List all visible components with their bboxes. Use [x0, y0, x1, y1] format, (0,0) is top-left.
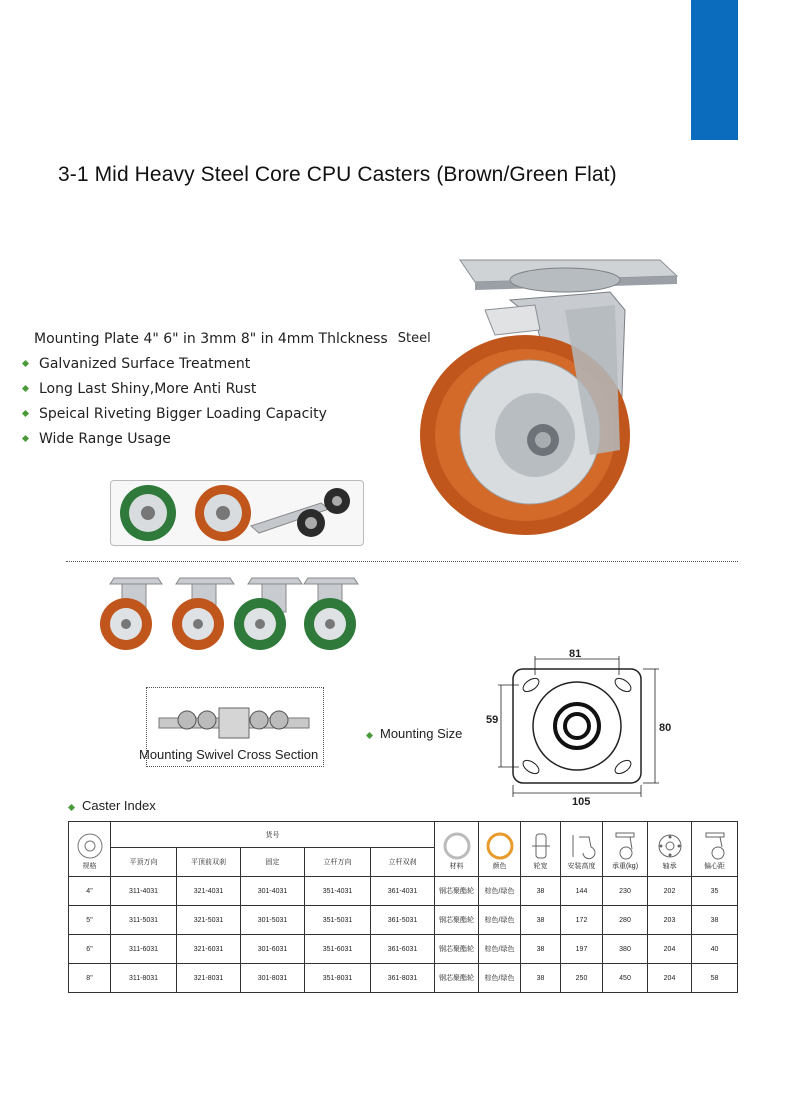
table-cell: 311-4031: [111, 877, 177, 906]
table-cell: 172: [561, 906, 603, 935]
wheel-width-icon: [526, 831, 556, 861]
table-cell: 311-6031: [111, 935, 177, 964]
table-row: [69, 964, 738, 993]
feature-item: [20, 351, 420, 376]
color-wheel-icon: [485, 831, 515, 861]
offset-header: 偏心距: [704, 863, 725, 870]
feature-text: Galvanized Surface Treatment: [39, 355, 251, 372]
mounting-plate-drawing: [495, 655, 685, 805]
diamond-bullet-icon: [22, 385, 29, 392]
width-header: 轮宽: [533, 863, 548, 870]
table-cell: 280: [603, 906, 648, 935]
swivel-offset-icon: [700, 831, 730, 861]
material-header-cell: [435, 822, 479, 877]
mount-height-icon: [567, 831, 597, 861]
feature-suffix: ,More Anti Rust: [149, 380, 257, 397]
table-cell: 321-4031: [177, 877, 241, 906]
dim-top: 81: [569, 648, 582, 660]
table-cell: 361-5031: [371, 906, 435, 935]
table-cell: 6": [69, 935, 111, 964]
table-cell: 钢芯聚酯轮: [435, 906, 479, 935]
height-header-cell: [561, 822, 603, 877]
table-cell: 311-5031: [111, 906, 177, 935]
table-cell: 203: [648, 906, 692, 935]
width-header-cell: [521, 822, 561, 877]
material-header: 材料: [449, 863, 464, 870]
diamond-bullet-icon: [366, 732, 373, 739]
table-cell: 361-4031: [371, 877, 435, 906]
dim-left: 59: [486, 714, 499, 726]
table-cell: 351-6031: [305, 935, 371, 964]
spec-header-cell: [69, 822, 111, 877]
table-cell: 450: [603, 964, 648, 993]
table-cell: 钢芯聚酯轮: [435, 935, 479, 964]
table-cell: 204: [648, 964, 692, 993]
table-cell: 197: [561, 935, 603, 964]
table-cell: 204: [648, 935, 692, 964]
table-cell: 5": [69, 906, 111, 935]
table-row: [69, 906, 738, 935]
table-cell: 361-6031: [371, 935, 435, 964]
table-cell: 250: [561, 964, 603, 993]
table-cell: 38: [521, 877, 561, 906]
table-cell: 301-5031: [241, 906, 305, 935]
subheader-cell: 平顶前双刹: [177, 848, 241, 877]
feature-text: Long Last Shiny: [39, 380, 150, 397]
table-cell: 351-4031: [305, 877, 371, 906]
table-row: [69, 877, 738, 906]
offset-header-cell: [692, 822, 738, 877]
color-header: 颜色: [492, 863, 507, 870]
bearing-header-cell: [648, 822, 692, 877]
dim-bottom: 105: [572, 796, 591, 808]
table-cell: 301-8031: [241, 964, 305, 993]
color-header-cell: [479, 822, 521, 877]
diamond-bullet-icon: [21, 337, 25, 341]
section-divider: [66, 561, 738, 562]
feature-suffix: Steel: [397, 331, 431, 346]
subheader-cell: 立杆万向: [305, 848, 371, 877]
page-title: 3-1 Mid Heavy Steel Core CPU Casters (Brown/Green Flat): [58, 163, 617, 186]
table-cell: 301-6031: [241, 935, 305, 964]
blue-corner-tab: [691, 0, 738, 140]
table-cell: 38: [521, 906, 561, 935]
subheader-cell: 固定: [241, 848, 305, 877]
table-cell: 8": [69, 964, 111, 993]
table-cell: 棕色/绿色: [479, 877, 521, 906]
table-row: [69, 935, 738, 964]
mounting-size-label: [364, 726, 462, 741]
load-header: 承重(kg): [611, 863, 639, 870]
table-cell: 棕色/绿色: [479, 964, 521, 993]
bearing-icon: [655, 831, 685, 861]
table-header-row: [69, 822, 738, 848]
table-cell: 321-8031: [177, 964, 241, 993]
code-header: 货号: [111, 822, 435, 848]
table-cell: 144: [561, 877, 603, 906]
feature-list: [20, 326, 431, 451]
subheader-cell: 平顶万向: [111, 848, 177, 877]
main-caster-image: [415, 250, 680, 535]
table-cell: 301-4031: [241, 877, 305, 906]
table-cell: 361-8031: [371, 964, 435, 993]
spec-header: 规格: [82, 863, 97, 870]
diamond-bullet-icon: [22, 360, 29, 367]
diamond-bullet-icon: [22, 410, 29, 417]
table-cell: 35: [692, 877, 738, 906]
table-cell: 380: [603, 935, 648, 964]
feature-text: Wide Range Usage: [39, 430, 171, 447]
table-cell: 38: [692, 906, 738, 935]
table-cell: 棕色/绿色: [479, 906, 521, 935]
load-capacity-icon: [610, 831, 640, 861]
feature-item: [20, 376, 420, 401]
table-cell: 321-6031: [177, 935, 241, 964]
diamond-bullet-icon: [22, 435, 29, 442]
table-cell: 58: [692, 964, 738, 993]
feature-text: Mounting Plate 4" 6" in 3mm 8" in 4mm Thlckness: [34, 330, 388, 347]
table-cell: 棕色/绿色: [479, 935, 521, 964]
table-cell: 38: [521, 935, 561, 964]
cross-section-label: Mounting Swivel Cross Section: [139, 747, 319, 762]
feature-item: [20, 326, 431, 351]
material-wheel-icon: [442, 831, 472, 861]
caster-index-table: [68, 821, 738, 993]
caster-index-text: Caster Index: [82, 798, 156, 813]
height-header: 安装高度: [567, 863, 596, 870]
feature-item: [20, 426, 420, 451]
feature-text: Speical Riveting Bigger Loading Capacity: [39, 405, 327, 422]
table-cell: 311-8031: [111, 964, 177, 993]
table-cell: 321-5031: [177, 906, 241, 935]
table-cell: 202: [648, 877, 692, 906]
diamond-bullet-icon: [68, 804, 75, 811]
bearing-header: 轴承: [662, 863, 677, 870]
mounting-size-text: Mounting Size: [380, 726, 463, 741]
subheader-cell: 立杆双刹: [371, 848, 435, 877]
dim-right: 80: [659, 722, 672, 734]
table-cell: 351-8031: [305, 964, 371, 993]
feature-item: [20, 401, 420, 426]
table-cell: 38: [521, 964, 561, 993]
table-cell: 4": [69, 877, 111, 906]
table-cell: 钢芯聚酯轮: [435, 877, 479, 906]
table-cell: 40: [692, 935, 738, 964]
table-cell: 351-5031: [305, 906, 371, 935]
table-cell: 钢芯聚酯轮: [435, 964, 479, 993]
caster-wheel-icon: [75, 831, 105, 861]
table-cell: 230: [603, 877, 648, 906]
caster-index-label: [66, 798, 156, 813]
wheel-parts-photo: [110, 480, 364, 546]
load-header-cell: [603, 822, 648, 877]
caster-variants-image: [96, 572, 366, 654]
